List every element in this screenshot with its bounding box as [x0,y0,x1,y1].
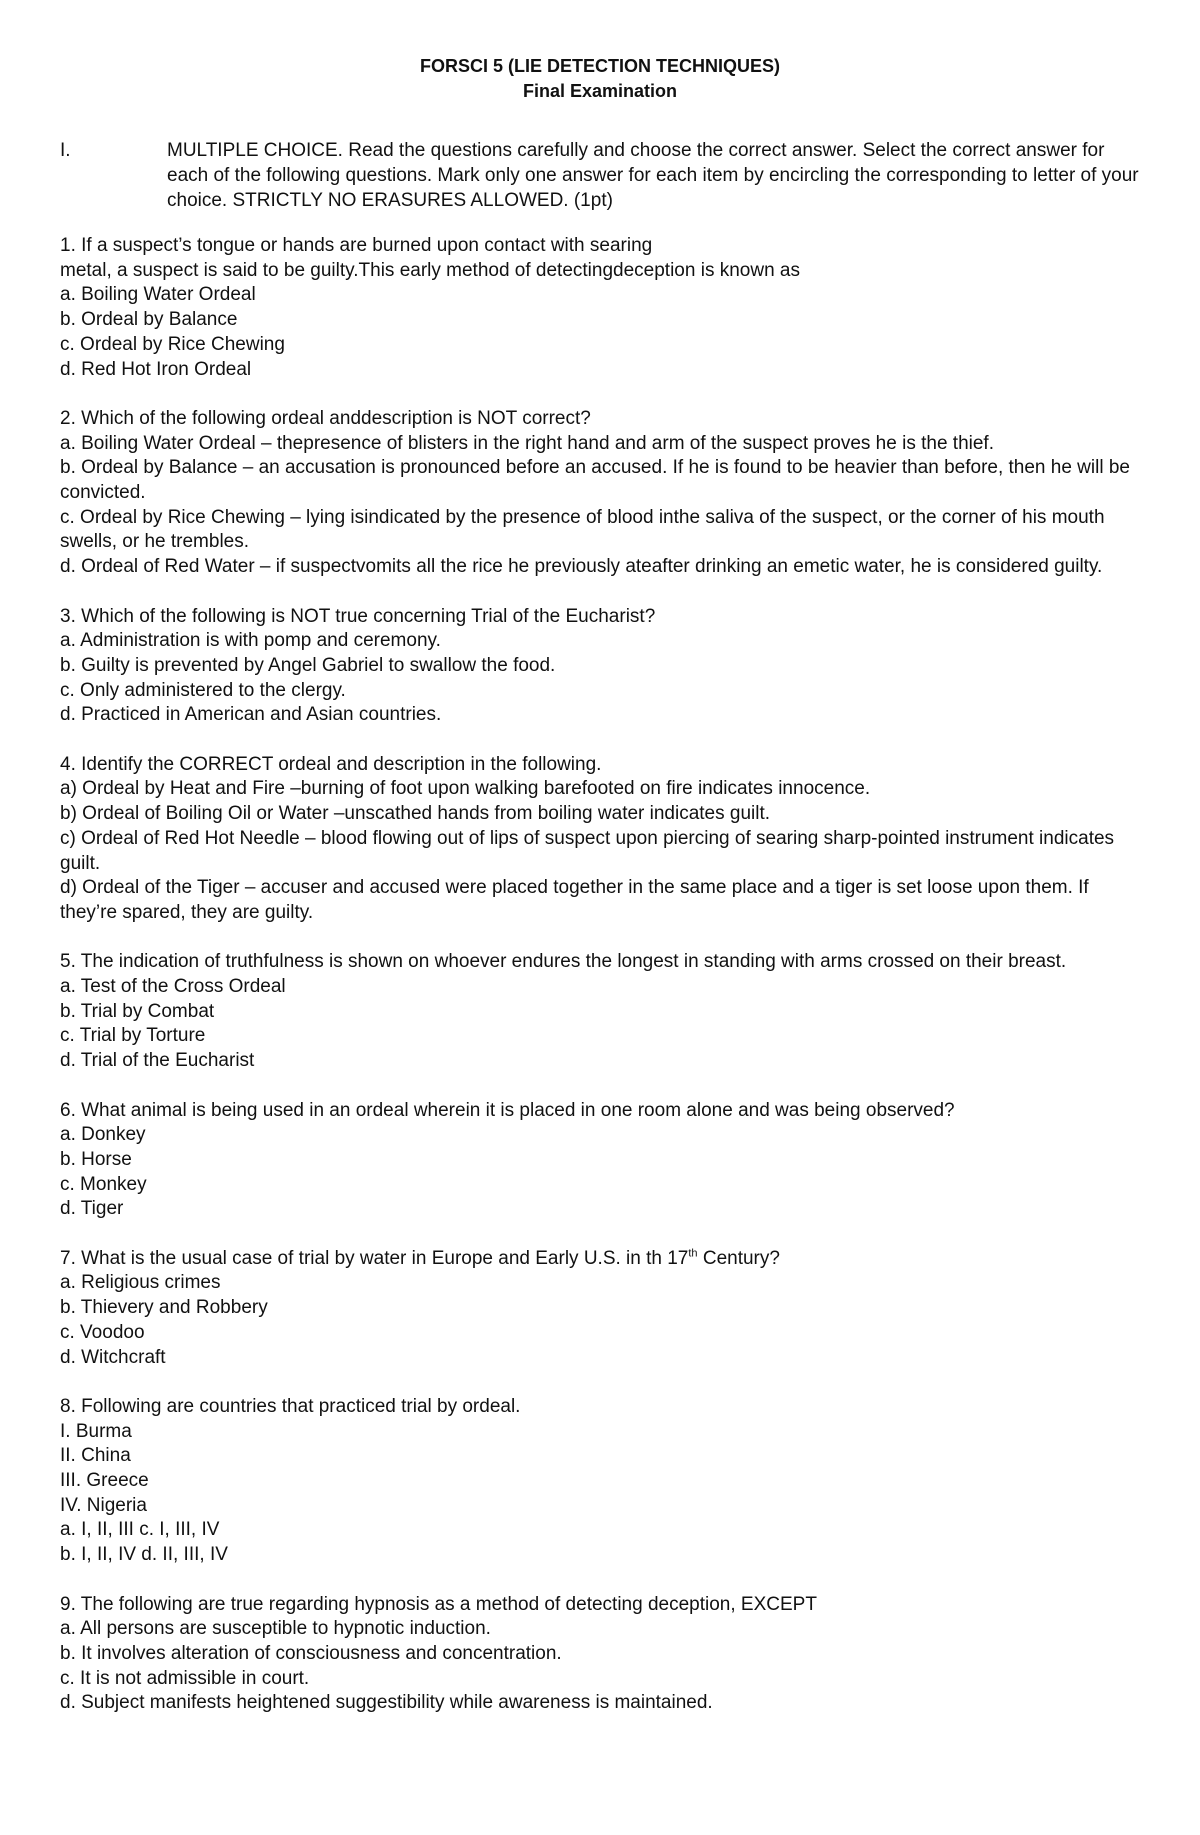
answer-option: a. Boiling Water Ordeal – thepresence of blisters in the right hand and arm of the suspect proves he is the thief. [60,432,994,454]
answer-option: b) Ordeal of Boiling Oil or Water –unscathed hands from boiling water indicates guilt. [60,803,771,825]
answer-option: d) Ordeal of the Tiger – accuser and accused were placed together in the same place and a tiger is set loose upon them. If they’re spared, they are guilty. [60,877,1089,923]
question-5 [60,950,1150,1074]
instructions-text: MULTIPLE CHOICE. Read the questions carefully and choose the correct answer. Select the correct answer for each of the following questions. Mark only one answer for each item by encircling the corresponding to letter of your choice. STRICTLY NO ERASURES ALLOWED. (1pt) [167,140,1139,211]
answer-option: c. It is not admissible in court. [60,1667,310,1689]
answer-option: c. Ordeal by Rice Chewing [60,333,285,355]
ordinal-suffix: th [688,1247,698,1260]
question-stem: 2. Which of the following ordeal anddescription is NOT correct? [60,407,591,429]
list-item: III. Greece [60,1470,149,1492]
list-item: I. Burma [60,1420,132,1442]
question-stem: 3. Which of the following is NOT true concerning Trial of the Eucharist? [60,605,656,627]
question-stem: metal, a suspect is said to be guilty.This early method of detectingdeception is known as [60,259,800,281]
questions-list [60,234,1150,1741]
answer-option: b. Ordeal by Balance [60,309,238,331]
answer-option: c. Only administered to the clergy. [60,679,346,701]
question-stem-text: Century? [697,1247,780,1269]
answer-option: d. Ordeal of Red Water – if suspectvomits all the rice he previously ateafter drinking an emetic water, he is considered guilty. [60,556,1103,578]
answer-option: c) Ordeal of Red Hot Needle – blood flowing out of lips of suspect upon piercing of searing sharp-pointed instrument indicates guilt. [60,827,1115,874]
answer-option: a. All persons are susceptible to hypnotic induction. [60,1618,491,1640]
course-title: FORSCI 5 (LIE DETECTION TECHNIQUES) [419,56,781,76]
question-stem: 8. Following are countries that practiced trial by ordeal. [60,1395,521,1417]
answer-option: c. Ordeal by Rice Chewing – lying isindicated by the presence of blood inthe saliva of the suspect, or the corner of his mouth swells, or he trembles. [60,506,1105,553]
list-item: IV. Nigeria [60,1494,147,1516]
question-1 [60,234,1150,382]
answer-option: a. Administration is with pomp and ceremony. [60,630,441,652]
question-stem: 9. The following are true regarding hypnosis as a method of detecting deception, EXCEPT [60,1593,817,1615]
question-6 [60,1099,1150,1223]
answer-option: b. Thievery and Robbery [60,1297,268,1319]
answer-option: b. I, II, IV d. II, III, IV [60,1544,228,1566]
question-stem: 6. What animal is being used in an ordeal wherein it is placed in one room alone and was being observed? [60,1099,955,1121]
question-stem-text: 7. What is the usual case of trial by water in Europe and Early U.S. in th 17 [60,1247,689,1269]
question-stem: 4. Identify the CORRECT ordeal and description in the following. [60,753,602,775]
list-item: II. China [60,1445,131,1467]
answer-option: a. I, II, III c. I, III, IV [60,1519,220,1541]
answer-option: d. Tiger [60,1198,124,1220]
answer-option: d. Trial of the Eucharist [60,1050,255,1072]
question-stem: 1. If a suspect’s tongue or hands are burned upon contact with searing [60,235,653,256]
answer-option: b. Trial by Combat [60,1000,215,1022]
question-4 [60,753,1150,926]
question-8 [60,1395,1150,1568]
answer-option: b. Ordeal by Balance – an accusation is pronounced before an accused. If he is found to be heavier than before, then he will be convicted. [60,457,1130,504]
question-stem: 5. The indication of truthfulness is shown on whoever endures the longest in standing with arms crossed on their breast. [60,951,1067,973]
answer-option: c. Monkey [60,1173,147,1195]
question-3 [60,605,1150,729]
answer-option: d. Witchcraft [60,1346,166,1368]
answer-option: d. Practiced in American and Asian countries. [60,704,442,726]
answer-option: d. Subject manifests heightened suggestibility while awareness is maintained. [60,1692,713,1714]
answer-option: a. Test of the Cross Ordeal [60,976,286,998]
answer-option: a) Ordeal by Heat and Fire –burning of foot upon walking barefooted on fire indicates innocence. [60,778,871,800]
answer-option: a. Religious crimes [60,1272,221,1294]
answer-option: c. Trial by Torture [60,1025,206,1047]
answer-option: c. Voodoo [60,1321,145,1343]
section-number: I. [60,140,71,161]
answer-option: a. Donkey [60,1124,146,1146]
question-9 [60,1593,1150,1717]
answer-option: d. Red Hot Iron Ordeal [60,358,252,380]
instructions-block [60,138,1150,213]
answer-option: b. Horse [60,1148,132,1170]
exam-title: Final Examination [522,81,678,101]
answer-option: a. Boiling Water Ordeal [60,284,256,306]
question-stem [60,1247,1150,1272]
answer-option: b. It involves alteration of consciousness and concentration. [60,1642,562,1664]
answer-option: b. Guilty is prevented by Angel Gabriel to swallow the food. [60,654,556,676]
question-7 [60,1247,1150,1371]
question-2 [60,407,1150,580]
